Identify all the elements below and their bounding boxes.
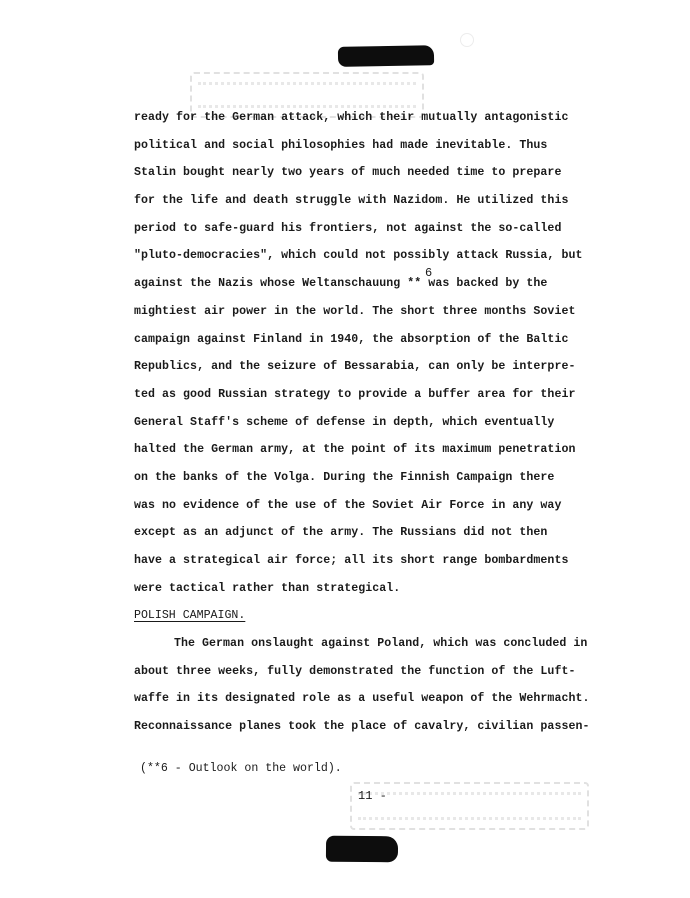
text-line-17: have a strategical air force; all its short range bombardments [134,554,569,567]
text-line-16: except as an adjunct of the army. The Russians did not then [134,526,548,540]
body-text [134,104,604,741]
text-line-13: halted the German army, at the point of its maximum penetration [134,443,576,457]
section-line-3: waffe in its designated role as a useful weapon of the Wehrmacht. [134,692,590,706]
section-line-2: about three weeks, fully demonstrated the function of the Luft- [134,664,576,678]
footnote: (**6 - Outlook on the world). [140,762,342,775]
text-line-18: were tactical rather than strategical. [134,581,401,595]
redaction-bar-bottom [326,836,398,863]
text-line-5: period to safe-guard his frontiers, not against the so-called [134,221,562,235]
text-line-9: campaign against Finland in 1940, the absorption of the Baltic [134,332,569,346]
faded-stamp-bottom-inner [358,792,581,820]
text-line-14: on the banks of the Volga. During the Finnish Campaign there [134,470,555,484]
section-heading-line [134,602,604,630]
text-line-12: General Staff's scheme of defense in depth, which eventually [134,415,555,429]
text-line-2: political and social philosophies had made inevitable. Thus [134,138,548,152]
text-line-4: for the life and death struggle with Nazidom. He utilized this [134,194,569,208]
footnote-marker: 6 [425,266,433,280]
text-line-6: "pluto-democracies", which could not possibly attack Russia, but [134,249,583,263]
section-line-4: Reconnaissance planes took the place of cavalry, civilian passen- [134,720,590,734]
text-line-3: Stalin bought nearly two years of much needed time to prepare [134,166,562,180]
text-line-8: mightiest air power in the world. The short three months Soviet [134,304,576,318]
section-heading: POLISH CAMPAIGN. [134,609,246,623]
text-line-10: Republics, and the seizure of Bessarabia, can only be interpre- [134,360,576,374]
page-number: 11 - [358,789,387,803]
text-line-7: against the Nazis whose Weltanschauung ** was backed by the [134,277,548,291]
text-line-15: was no evidence of the use of the Soviet Air Force in any way [134,498,562,512]
punch-hole-mark [460,33,474,47]
text-line-1: ready for the German attack, which their mutually antagonistic [134,111,569,124]
section-line-1: The German onslaught against Poland, which was concluded in [174,637,588,651]
text-line-11: ted as good Russian strategy to provide a buffer area for their [134,387,576,401]
